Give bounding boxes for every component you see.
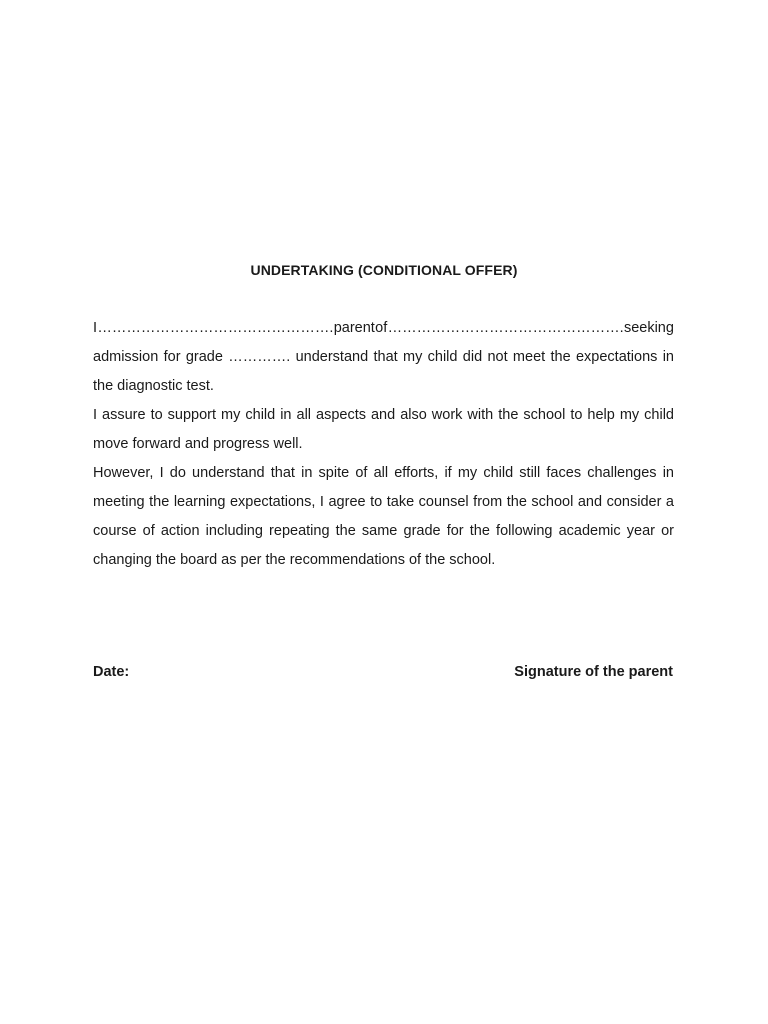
signature-row: [93, 664, 673, 680]
intro-word-i: I: [93, 320, 98, 336]
document-title: UNDERTAKING (CONDITIONAL OFFER): [250, 262, 518, 278]
intro-word-seeking: seeking: [623, 320, 674, 336]
document-body: [93, 314, 674, 575]
intro-rest-text: admission for grade …………. understand that my child did not meet the expectations in the diagnostic test.: [93, 349, 674, 394]
paragraph-assurance: I assure to support my child in all aspects and also work with the school to help my child move forward and progress well.: [93, 407, 674, 452]
date-label: Date:: [93, 664, 130, 680]
signature-label: Signature of the parent: [514, 664, 673, 680]
child-name-blank: ………………………………………….: [387, 320, 624, 336]
parent-name-blank: ………………………………………….: [97, 320, 334, 336]
intro-word-of: of: [375, 320, 388, 336]
paragraph-agreement: However, I do understand that in spite of all efforts, if my child still faces challenges in meeting the learning expectations, I agree to take counsel from the school and consider a course of action including repeating the same grade for the following academic year or changing the board as per the recommendations of the school.: [93, 465, 674, 568]
paragraph-intro: [93, 314, 674, 401]
intro-first-line: [93, 314, 674, 343]
intro-word-parent: parent: [333, 320, 375, 336]
